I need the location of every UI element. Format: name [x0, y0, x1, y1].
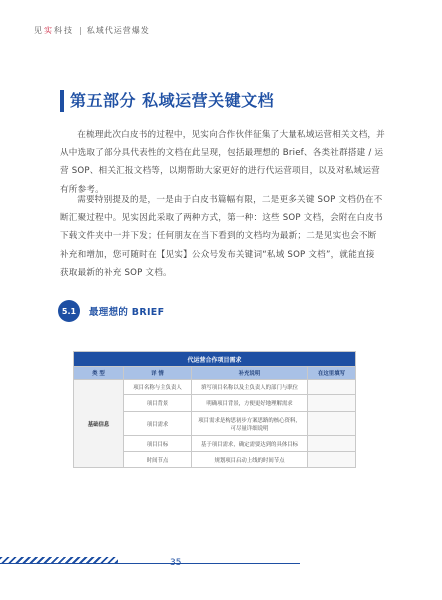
page-number: 35	[170, 558, 182, 568]
table-header-detail: 详 情	[124, 367, 192, 380]
table-cell-detail: 项目背景	[124, 395, 192, 412]
table-cell-detail: 项目目标	[124, 436, 192, 452]
title-accent-bar	[60, 90, 64, 112]
subsection-label: 最理想的 BRIEF	[89, 307, 165, 318]
table-cell-detail: 项目需求	[124, 412, 192, 436]
table-cell-note: 规划项目启动上线的时间节点	[192, 452, 308, 468]
table-row	[74, 380, 356, 395]
paragraph-line: 补充和增加，您可随时在【见实】公众号发布关键词“私域 SOP 文档”，就能直接	[60, 249, 375, 260]
table-header-fill: 在这里填写	[308, 367, 356, 380]
header-subtitle: 私域代运营爆发	[86, 25, 150, 35]
brand-rest: 科技	[54, 25, 74, 35]
table-cell-detail: 项目名称与主负责人	[124, 380, 192, 395]
table-header-note: 补充说明	[192, 367, 308, 380]
brand-char-1: 见	[34, 25, 44, 35]
table-cell-fill[interactable]	[308, 412, 356, 436]
table-cell-fill[interactable]	[308, 436, 356, 452]
table-cell-fill[interactable]	[308, 452, 356, 468]
paragraph-line: 从中选取了部分具代表性的文档在此呈现，包括最理想的 Brief、各类社群搭建 / 运	[60, 148, 384, 159]
paragraph-line: 有所参考。	[60, 184, 104, 195]
section-title: 第五部分 私域运营关键文档	[70, 91, 275, 110]
brand-logo	[34, 25, 74, 36]
table-cell-note: 项目需求是构思初步方案思路的核心资料，可尽量详细说明	[192, 412, 308, 436]
header-separator: |	[79, 25, 82, 35]
paragraph-line: 断汇聚过程中。见实因此采取了两种方式，第一种：这些 SOP 文档，会附在白皮书	[60, 213, 383, 224]
paragraph-line: 营 SOP、相关汇报文档等，以期帮助大家更好的进行代运营项目，以及对私域运营	[60, 166, 380, 177]
table-cell-detail: 时间节点	[124, 452, 192, 468]
table-cell-note: 填写项目名称以及主负责人的部门与职位	[192, 380, 308, 395]
table-header-type: 类 型	[74, 367, 124, 380]
brief-requirements-table	[73, 351, 356, 468]
paragraph-line: 下载文件夹中一并下发；任何朋友在当下看到的文档均为最新；二是见实也会不断	[60, 231, 377, 242]
table-cell-fill[interactable]	[308, 380, 356, 395]
page-header	[34, 24, 150, 36]
subsection-heading	[58, 300, 164, 322]
table-cell-fill[interactable]	[308, 395, 356, 412]
paragraph-line: 获取最新的补充 SOP 文档。	[60, 267, 172, 278]
paragraph-line: 需要特别提及的是，一是由于白皮书篇幅有限，二是更多关键 SOP 文档仍在不	[77, 195, 383, 205]
subsection-number-badge: 5.1	[58, 300, 80, 322]
footer-line	[0, 563, 300, 564]
paragraph-line: 在梳理此次白皮书的过程中，见实向合作伙伴征集了大量私域运营相关文档，并	[77, 130, 385, 140]
brand-char-2: 实	[44, 25, 54, 35]
table-caption: 代运营合作项目需求	[74, 352, 356, 367]
table-cell-note: 明确项目背景，方便更好地理解需求	[192, 395, 308, 412]
table-cell-note: 基于项目需求，确定需要达到的具体目标	[192, 436, 308, 452]
intro-paragraph-1	[60, 126, 385, 199]
intro-paragraph-2	[60, 191, 382, 282]
table-category: 基础信息	[74, 380, 124, 468]
